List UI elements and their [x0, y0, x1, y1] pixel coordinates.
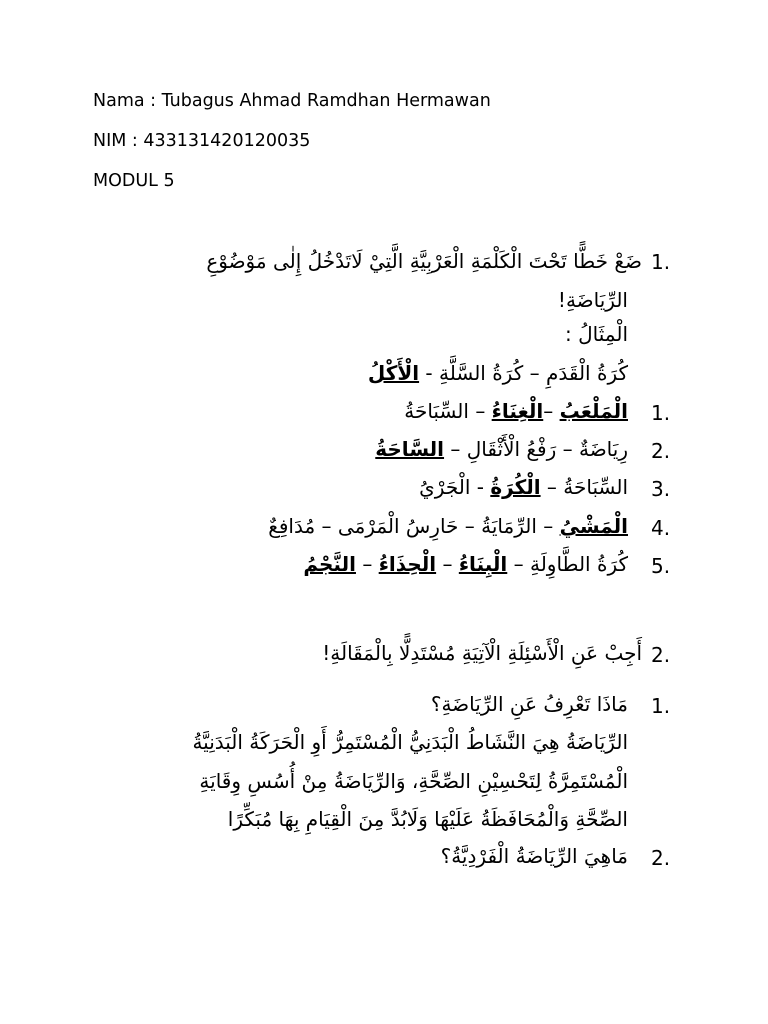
q1-item-1-underlined-word: الْمَلْعَبُ: [559, 399, 628, 423]
q1-item-1-text-2: – السِّبَاحَةُ: [404, 399, 492, 423]
q1-item-4-number: 4.: [651, 516, 671, 540]
q1-item-5-underlined-word: الْبِنَاءُ: [458, 552, 508, 576]
q1-example-label: الْمِثَالُ :: [565, 322, 628, 346]
q2-item-1-answer-line2: الْمُسْتَمِرَّةُ لِتَحْسِيْنِ الصِّحَّةِ، وَالرِّيَاضَةُ مِنْ أُسُسِ وِقَايَةِ: [199, 769, 628, 793]
q1-item-5-text: كُرَةُ الطَّاوِلَةِ –: [507, 552, 628, 576]
q2-item-1-answer-line3: الصِّحَّةِ وَالْمُحَافَظَةُ عَلَيْهَا وَلَابُدَّ مِنَ الْقِيَامِ بِهَا مُبَكِّرًا: [227, 807, 628, 831]
q1-item-1-underlined-word-2: الْغِنَاءُ: [491, 399, 544, 423]
q1-number: 1.: [651, 250, 671, 274]
q1-item-3-text-2: - الْجَرْيُ: [419, 475, 491, 499]
q1-item-2: [375, 439, 628, 459]
q1-item-3-underlined-word: الْكُرَةُ: [490, 475, 541, 499]
q1-item-3-text: السِّبَاحَةُ –: [540, 475, 628, 499]
q1-item-5-text-3: –: [355, 552, 379, 576]
q1-item-4-underlined-word: الْمَشْيُ: [559, 514, 628, 538]
q1-item-1-text: –: [543, 399, 560, 423]
q1-item-5: [303, 554, 628, 574]
q1-item-3-number: 3.: [651, 477, 671, 501]
q1-example-answer: الْأَكْلُ: [367, 361, 420, 385]
module-line: MODUL 5: [93, 171, 175, 191]
q1-item-4: [268, 516, 628, 536]
q1-instruction-line1: ضَعْ خَطًّا تَحْتَ الْكَلْمَةِ الْعَرْبِيَّةِ الَّتِيْ لَاتَدْخُلُ إِلٰى مَوْضُوْعِ: [206, 249, 642, 273]
q2-item-2-number: 2.: [651, 846, 671, 870]
q2-item-1-question: مَاذَا تَعْرِفُ عَنِ الرِّيَاضَةِ؟: [430, 692, 628, 716]
q1-item-5-underlined-word-2: الْحِذَاءُ: [378, 552, 437, 576]
q1-item-5-text-2: –: [436, 552, 459, 576]
q1-item-1-number: 1.: [651, 401, 671, 425]
q2-item-1-number: 1.: [651, 694, 671, 718]
student-id-line: NIM : 433131420120035: [93, 131, 311, 151]
q2-number: 2.: [651, 643, 671, 667]
q1-item-1: [404, 401, 628, 421]
q1-item-5-number: 5.: [651, 554, 671, 578]
q1-item-3: [419, 477, 628, 497]
q1-example-text: كُرَةُ الْقَدَمِ – كُرَةُ السَّلَّةِ -: [419, 361, 628, 385]
q1-item-2-number: 2.: [651, 439, 671, 463]
q2-item-2-question: مَاهِيَ الرِّيَاضَةُ الْفَرْدِيَّةُ؟: [440, 844, 628, 868]
q2-item-1-answer-line1: الرِّيَاضَةُ هِيَ النَّشَاطُ الْبَدَنِيُّ الْمُسْتَمِرُّ أَوِ الْحَرَكَةُ الْبَدَنِيَّةُ: [192, 730, 628, 754]
q1-item-2-underlined-word: السَّاحَةُ: [375, 437, 445, 461]
q2-instruction: أَجِبْ عَنِ الْأَسْئِلَةِ الْآتِيَةِ مُسْتَدِلًّا بِالْمَقَالَةِ!: [322, 641, 642, 665]
student-name-line: Nama : Tubagus Ahmad Ramdhan Hermawan: [93, 91, 491, 111]
q1-instruction-line2: الرِّيَاضَةِ!: [557, 288, 628, 312]
q1-item-4-text: – الرِّمَايَةُ – حَارِسُ الْمَرْمَى – مُدَافِعٌ: [268, 514, 560, 538]
q1-item-2-text: رِيَاضَةٌ – رَفْعُ الْأَثْقَالِ –: [444, 437, 628, 461]
q1-item-5-underlined-word-3: النَّجْمُ: [303, 552, 356, 576]
q1-example: [368, 363, 628, 383]
